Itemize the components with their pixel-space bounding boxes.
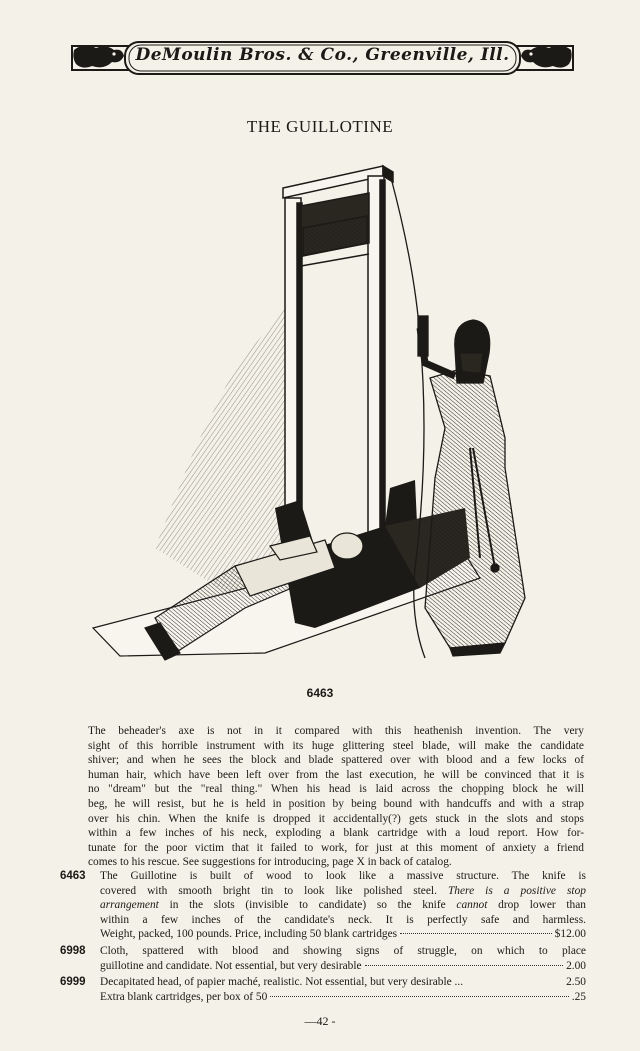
item-number: 6463 xyxy=(60,870,86,882)
page-title: THE GUILLOTINE xyxy=(246,117,394,136)
intro-line: shiver; and when he sees the block and blade spattered over with blood and a few locks of xyxy=(88,754,584,767)
right-griffin-ornament xyxy=(521,45,572,67)
price-row xyxy=(100,990,586,1005)
catalog-item-6998 xyxy=(60,944,586,973)
intro-line: human hair, which have been left over from the last execution, he will be convinced that it is xyxy=(88,768,584,781)
item-price: 2.00 xyxy=(566,959,586,972)
item-emphasis: cannot xyxy=(456,899,488,912)
intro-line: no "dream" but the "real thing." When his head is laid across the chopping block he will xyxy=(88,783,584,796)
price-row xyxy=(100,927,586,942)
executioner-figure xyxy=(418,316,525,656)
intro-line: sight of this horrible instrument with its huge glittering steel blade, will make the candidate xyxy=(88,739,584,752)
item-text: within a few inches of the candidate's neck. It is perfectly safe and harmless. xyxy=(100,913,586,926)
leader-dots xyxy=(270,996,568,997)
catalog-item-6999 xyxy=(60,975,586,1004)
item-text: Decapitated head, of papier maché, realistic. Not essential, but very desirable ... xyxy=(100,976,464,988)
guillotine-illustration xyxy=(85,148,565,688)
item-text: covered with smooth bright tin to look like polished steel. There is a positive stop xyxy=(100,884,586,897)
item-text: Weight, packed, 100 pounds. Price, including 50 blank cartridges xyxy=(100,928,398,941)
intro-line: The beheader's axe is not in it compared with this heathenish invention. The very xyxy=(88,725,584,737)
item-text: guillotine and candidate. Not essential, but very desirable xyxy=(100,959,362,972)
item-number: 6998 xyxy=(60,945,86,957)
item-number: 6999 xyxy=(60,976,86,988)
intro-line: tunate for the poor victim that it failed to work, for just at this moment of anxiety a friend xyxy=(88,841,584,854)
item-text: arrangement in the slots (invisible to candidate) so the knife cannot drop lower than xyxy=(100,899,586,912)
item-price: $12.00 xyxy=(554,928,586,941)
price-row xyxy=(100,959,586,974)
item-price: .25 xyxy=(571,990,586,1003)
banner-text: DeMoulin Bros. & Co., Greenville, Ill. xyxy=(135,45,510,65)
leader-dots xyxy=(400,933,552,934)
item-text: The Guillotine is built of wood to look like a massive structure. The knife is xyxy=(100,870,586,882)
item-text: Extra blank cartridges, per box of 50 xyxy=(100,990,268,1003)
header-banner xyxy=(70,38,575,78)
intro-line: within a few inches of his neck, exploding a blank cartridge with a loud report. How for- xyxy=(88,827,584,840)
item-text: Cloth, spattered with blood and showing signs of struggle, on which to place xyxy=(100,945,586,957)
price-row xyxy=(100,975,586,990)
left-griffin-ornament xyxy=(73,45,124,67)
intro-line: over his chin. When the knife is dropped it accidentally(?) gets stuck in the slots and stops xyxy=(88,812,584,825)
item-price: 2.50 xyxy=(566,976,586,988)
intro-line: comes to his rescue. See suggestions for introducing, page X in back of catalog. xyxy=(88,856,452,869)
catalog-item-6463 xyxy=(60,869,586,942)
item-emphasis: There is a positive stop xyxy=(447,884,586,897)
item-emphasis: arrangement xyxy=(100,899,159,912)
intro-line: beg, he will resist, but he is held in position by being bound with handcuffs and with a strap xyxy=(88,797,584,810)
page-number: —42 - xyxy=(304,1014,336,1028)
figure-caption: 6463 xyxy=(306,686,334,700)
leader-dots xyxy=(365,965,563,966)
intro-paragraph xyxy=(88,724,584,870)
